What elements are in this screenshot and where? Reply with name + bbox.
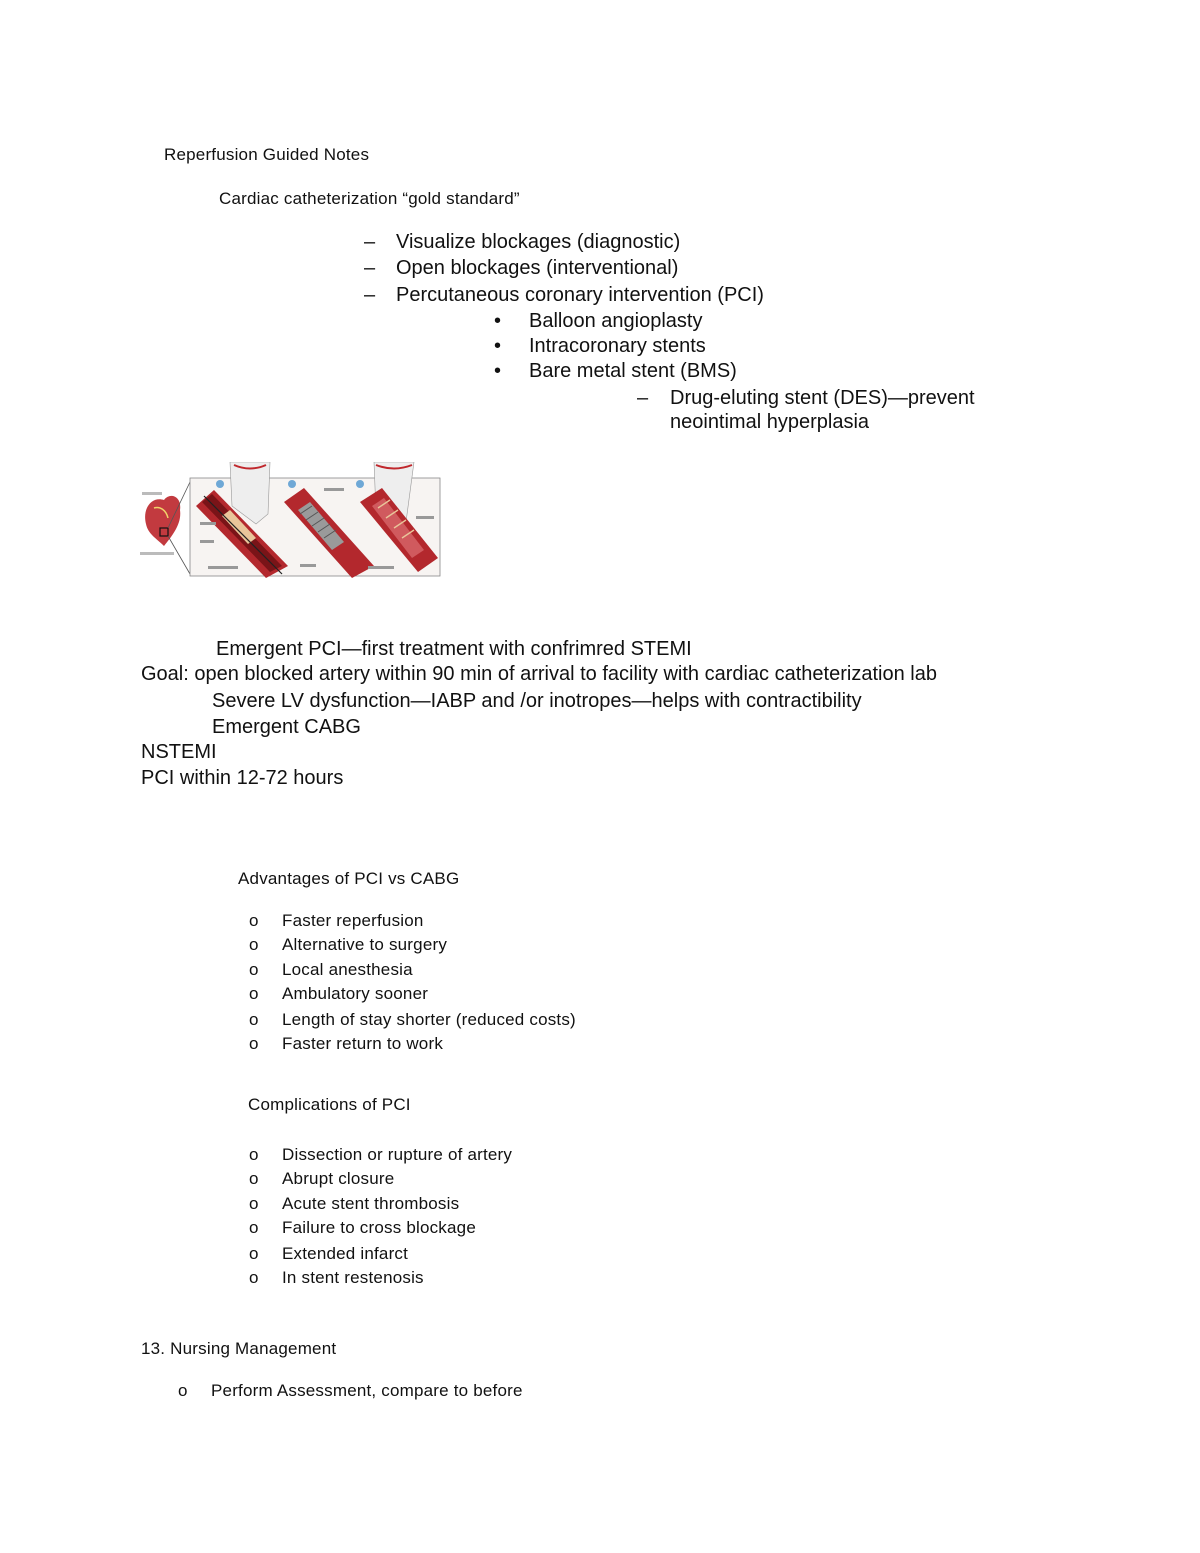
complication-item: Failure to cross blockage (282, 1218, 476, 1237)
nstemi-heading: NSTEMI (141, 741, 217, 763)
dash-marker: – (637, 387, 649, 409)
cath-item: Visualize blockages (diagnostic) (396, 231, 681, 253)
dash-marker: – (364, 231, 376, 253)
emergent-pci: Emergent PCI—first treatment with confrimred STEMI (216, 638, 692, 660)
circle-marker: o (249, 1268, 259, 1287)
circle-marker: o (249, 1169, 259, 1188)
emergent-cabg: Emergent CABG (212, 716, 361, 738)
circle-marker: o (249, 1244, 259, 1263)
circle-marker: o (249, 960, 259, 979)
bullet-marker: • (494, 335, 502, 357)
circle-marker: o (249, 1010, 259, 1029)
circle-marker: o (249, 1034, 259, 1053)
cath-item: Open blockages (interventional) (396, 257, 679, 279)
pci-stent-illustration (138, 462, 442, 580)
nursing-item: Perform Assessment, compare to before (211, 1381, 523, 1400)
cath-heading: Cardiac catheterization “gold standard” (219, 189, 520, 208)
goal-line: Goal: open blocked artery within 90 min of arrival to facility with cardiac catheterization lab (141, 663, 937, 685)
dash-marker: – (364, 284, 376, 306)
complication-item: Abrupt closure (282, 1169, 395, 1188)
advantages-heading: Advantages of PCI vs CABG (238, 869, 460, 888)
advantage-item: Ambulatory sooner (282, 984, 429, 1003)
dash-marker: – (364, 257, 376, 279)
nursing-heading: 13. Nursing Management (141, 1339, 337, 1358)
complication-item: In stent restenosis (282, 1268, 424, 1287)
advantage-item: Faster return to work (282, 1034, 444, 1053)
circle-marker: o (249, 1218, 259, 1237)
lv-dysfunction: Severe LV dysfunction—IABP and /or inotropes—helps with contractibility (212, 690, 862, 712)
circle-marker: o (249, 935, 259, 954)
heart-icon (140, 482, 190, 574)
bullet-marker: • (494, 360, 502, 382)
advantage-item: Local anesthesia (282, 960, 413, 979)
complication-item: Dissection or rupture of artery (282, 1145, 513, 1164)
des-line-continued: neointimal hyperplasia (670, 411, 870, 433)
circle-marker: o (249, 984, 259, 1003)
complications-heading: Complications of PCI (248, 1095, 411, 1114)
cath-item: Percutaneous coronary intervention (PCI) (396, 284, 764, 306)
complication-item: Acute stent thrombosis (282, 1194, 460, 1213)
pci-timing: PCI within 12-72 hours (141, 767, 344, 789)
advantage-item: Length of stay shorter (reduced costs) (282, 1010, 576, 1029)
advantage-item: Faster reperfusion (282, 911, 424, 930)
pci-item: Intracoronary stents (529, 335, 706, 357)
circle-marker: o (249, 1145, 259, 1164)
pci-item: Balloon angioplasty (529, 310, 703, 332)
circle-marker: o (178, 1381, 188, 1400)
complication-item: Extended infarct (282, 1244, 409, 1263)
bullet-marker: • (494, 310, 502, 332)
circle-marker: o (249, 1194, 259, 1213)
circle-marker: o (249, 911, 259, 930)
advantage-item: Alternative to surgery (282, 935, 448, 954)
des-line: Drug-eluting stent (DES)—prevent (670, 387, 975, 409)
page-title: Reperfusion Guided Notes (164, 145, 370, 164)
pci-item: Bare metal stent (BMS) (529, 360, 737, 382)
